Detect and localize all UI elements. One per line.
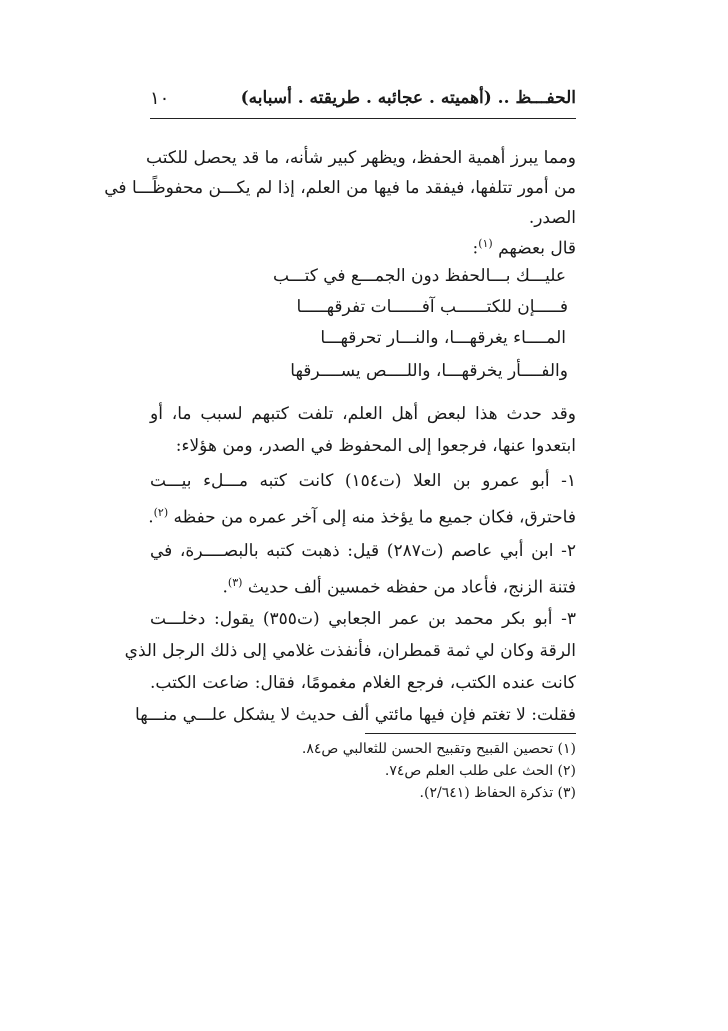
text-line: الرقة وكان لي ثمة قمطران، فأنفذت غلامي إلى ذلك الرجل الذي [124,641,576,661]
list-item-1 [150,465,576,529]
list-item-2 [150,535,576,599]
text-line: كانت عنده الكتب، فرجع الغلام مغمومًا، فقال: ضاعت الكتب. [150,673,576,693]
footnote-3: (٣) تذكرة الحفاظ (٢/٦٤١). [419,785,576,801]
poem-intro-text: قال بعضهم [498,238,576,259]
paragraph-events [150,398,576,462]
footnote-ref-2: (٢) [153,506,169,519]
text-line: الصدر. [528,208,576,228]
text-line: ومما يبرز أهمية الحفظ، ويظهر كبير شأنه، ما قد يحصل للكتب [146,148,576,168]
text-line [150,497,576,529]
text-segment: فاحترق، فكان جميع ما يؤخذ منه إلى آخر عمره من حفظه [173,507,576,528]
text-line: فقلت: لا تغتم فإن فيها مائتي ألف حديث لا يشكل علـــي منـــها [135,705,576,725]
text-line: من أمور تتلفها، فيفقد ما فيها من العلم، إذا لم يكـــن محفوظًـــا في [104,178,576,198]
footnote-ref-1: (١) [478,237,493,250]
verse-line-3: المــــاء يغرقهـــا، والنـــار تحرقهـــا [320,328,566,348]
footnote-divider [365,733,576,734]
poem-intro [472,237,576,259]
page-number: ١٠ [150,88,170,109]
header-title: الحفـــظ .. (أهميته . عجائبه . طريقته . أسبابه) [240,88,576,108]
text-segment: فتنة الزنج، فأعاد من حفظه خمسين ألف حديث [247,577,576,598]
poem-intro-colon: : [472,238,479,259]
list-item-3 [124,603,576,731]
footnote-1: (١) تحصين القبيح وتقبيح الحسن للثعالبي ص٨٤. [301,741,576,757]
text-line: ٣- أبو بكر محمد بن عمر الجعابي (ت٣٥٥) يقول: دخلـــت [150,609,576,629]
verse-line-4: والفــــأر يخرقهـــا، واللــــص يســــرقها [290,361,568,381]
text-line [150,567,576,599]
verse-line-1: عليـــك بـــالحفظ دون الجمـــع في كتـــب [272,266,566,286]
paragraph-intro [104,143,576,233]
text-line: ابتعدوا عنها، فرجعوا إلى المحفوظ في الصدر، ومن هؤلاء: [175,436,576,456]
line-end: . [148,507,154,528]
line-end: . [222,577,228,598]
verse-line-2: فـــــإن للكتــــــب آفــــــات تفرقهـــــا [296,297,568,317]
footnote-2: (٢) الحث على طلب العلم ص٧٤. [384,763,576,779]
text-line: ١- أبو عمرو بن العلا (ت١٥٤) كانت كتبه مـــلء بيـــت [150,471,576,491]
running-header [150,84,576,119]
text-line: وقد حدث هذا لبعض أهل العلم، تلفت كتبهم لسبب ما، أو [150,404,576,424]
footnotes [302,738,576,804]
text-line: ٢- ابن أبي عاصم (ت٢٨٧) قيل: ذهبت كتبه بالبصــــرة، في [150,541,576,561]
footnote-ref-3: (٣) [227,576,243,589]
